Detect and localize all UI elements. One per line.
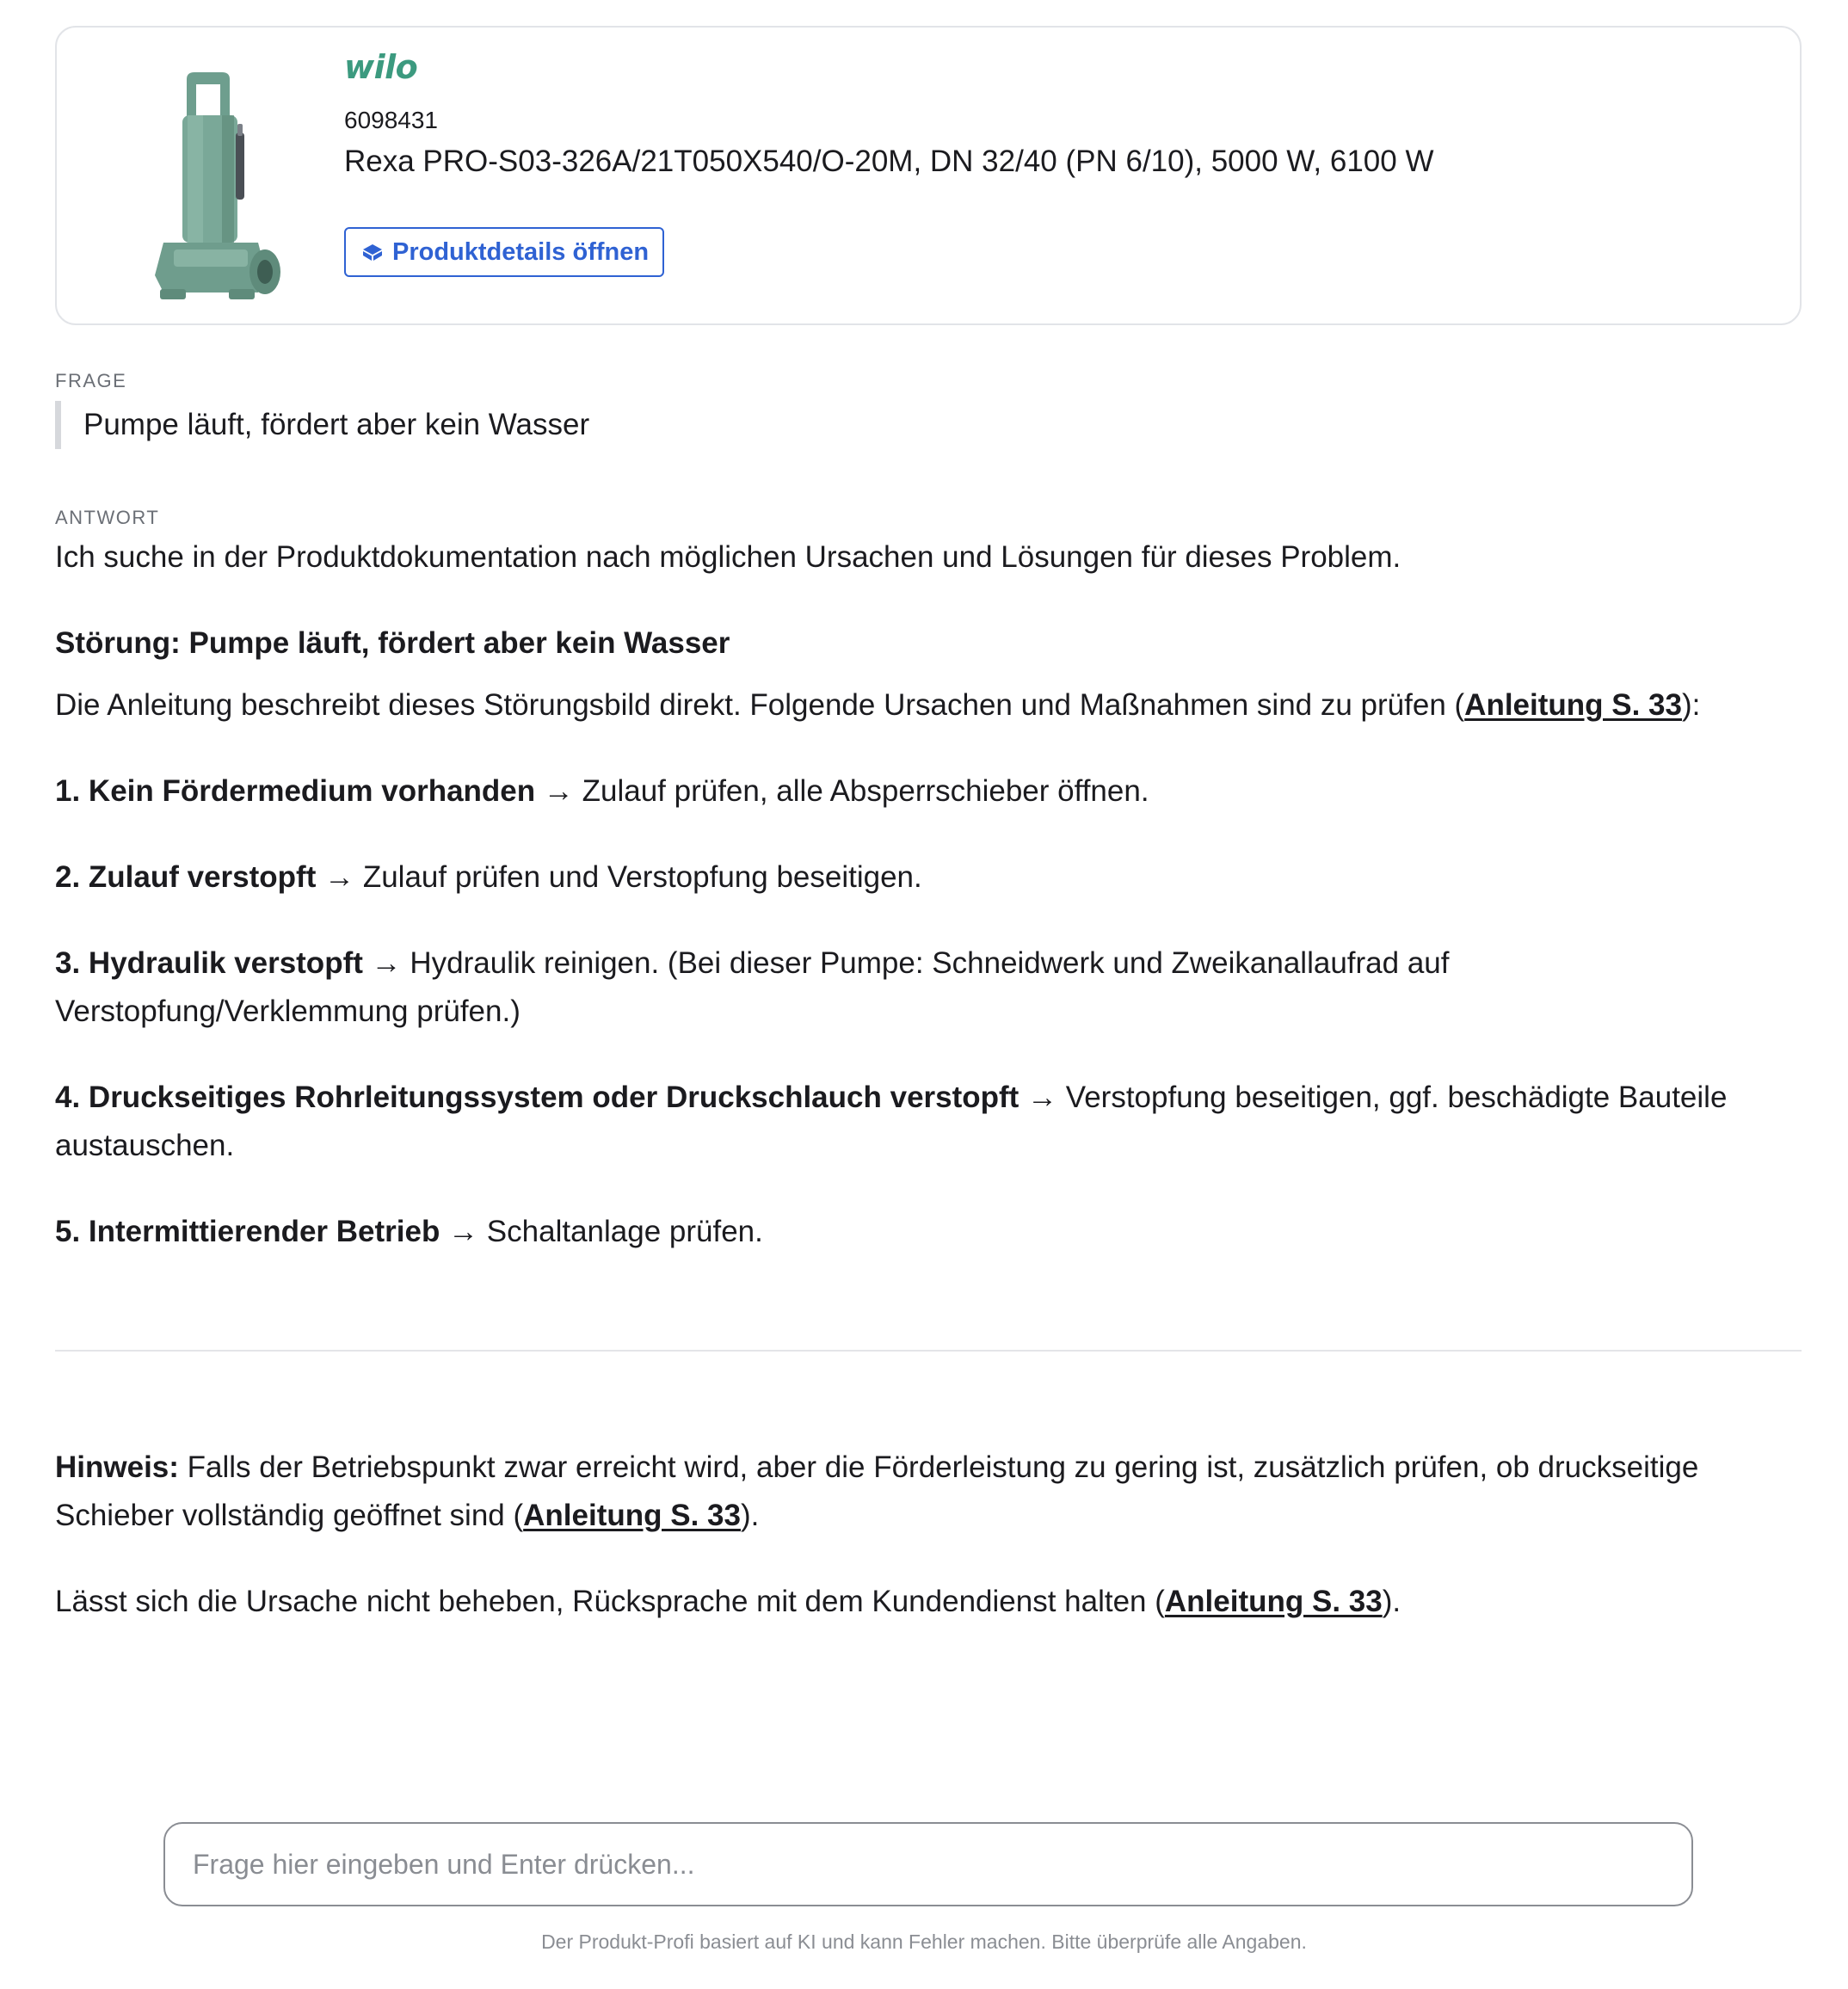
- answer-body: [55, 533, 1802, 1256]
- question-label: FRAGE: [55, 370, 127, 391]
- question-block: [55, 401, 589, 449]
- open-product-details-button[interactable]: [344, 227, 664, 277]
- note-paragraph: Hinweis: Falls der Betriebspunkt zwar erreicht wird, aber die Förderleistung zu gering ist, zusätzlich prüfen, ob druckseitige Schieber vollständig geöffnet sind (Anleitung S. 33).: [55, 1450, 1699, 1532]
- cause-title: 5. Intermittierender Betrieb: [55, 1215, 440, 1248]
- cause-title: 1. Kein Fördermedium vorhanden: [55, 774, 536, 808]
- cause-item: [55, 853, 1802, 902]
- article-number: 6098431: [344, 107, 439, 133]
- cause-measure: → Verstopfung beseitigen, ggf. beschädigte Bauteile austauschen.: [55, 1081, 1728, 1162]
- cause-title: 4. Druckseitiges Rohrleitungssystem oder Druckschlauch verstopft: [55, 1081, 1019, 1114]
- cause-item: [55, 1208, 1802, 1256]
- contact-paragraph: Lässt sich die Ursache nicht beheben, Rücksprache mit dem Kundendienst halten (Anleitung S. 33).: [55, 1585, 1401, 1618]
- cause-item: [55, 1074, 1802, 1170]
- answer-notes: [55, 1444, 1802, 1626]
- section-divider: [55, 1350, 1802, 1352]
- cause-measure: → Hydraulik reinigen. (Bei dieser Pumpe: Schneidwerk und Zweikanallaufrad auf Verstopfung/Verklemmung prüfen.): [55, 946, 1450, 1028]
- cause-measure: → Zulauf prüfen, alle Absperrschieber öffnen.: [543, 774, 1149, 808]
- cause-measure: → Zulauf prüfen und Verstopfung beseitigen.: [324, 860, 922, 894]
- product-title: Rexa PRO-S03-326A/21T050X540/O-20M, DN 32/40 (PN 6/10), 5000 W, 6100 W: [344, 145, 1434, 178]
- manual-page-link[interactable]: Anleitung S. 33: [523, 1499, 741, 1532]
- manual-page-link[interactable]: Anleitung S. 33: [1464, 688, 1682, 722]
- manual-page-link[interactable]: Anleitung S. 33: [1164, 1585, 1383, 1618]
- question-text: Pumpe läuft, fördert aber kein Wasser: [83, 408, 590, 441]
- cause-title: 3. Hydraulik verstopft: [55, 946, 363, 980]
- open-box-icon: [361, 243, 384, 262]
- open-product-details-label: Produktdetails öffnen: [392, 237, 650, 266]
- question-input[interactable]: [163, 1822, 1693, 1906]
- cause-item: [55, 767, 1802, 816]
- brand-logo: wilo: [344, 48, 418, 86]
- answer-intro: Ich suche in der Produktdokumentation nach möglichen Ursachen und Lösungen für dieses Problem.: [55, 540, 1401, 574]
- product-card: [55, 26, 1802, 325]
- cause-measure: → Schaltanlage prüfen.: [448, 1215, 763, 1248]
- ai-disclaimer: Der Produkt-Profi basiert auf KI und kann Fehler machen. Bitte überprüfe alle Angaben.: [541, 1931, 1307, 1953]
- cause-title: 2. Zulauf verstopft: [55, 860, 317, 894]
- answer-heading: Störung: Pumpe läuft, fördert aber kein Wasser: [55, 626, 730, 660]
- answer-label: ANTWORT: [55, 507, 160, 528]
- cause-item: [55, 939, 1802, 1036]
- answer-description: Die Anleitung beschreibt dieses Störungsbild direkt. Folgende Ursachen und Maßnahmen sind zu prüfen (Anleitung S. 33):: [55, 688, 1701, 722]
- submersible-pump-image: [139, 72, 282, 301]
